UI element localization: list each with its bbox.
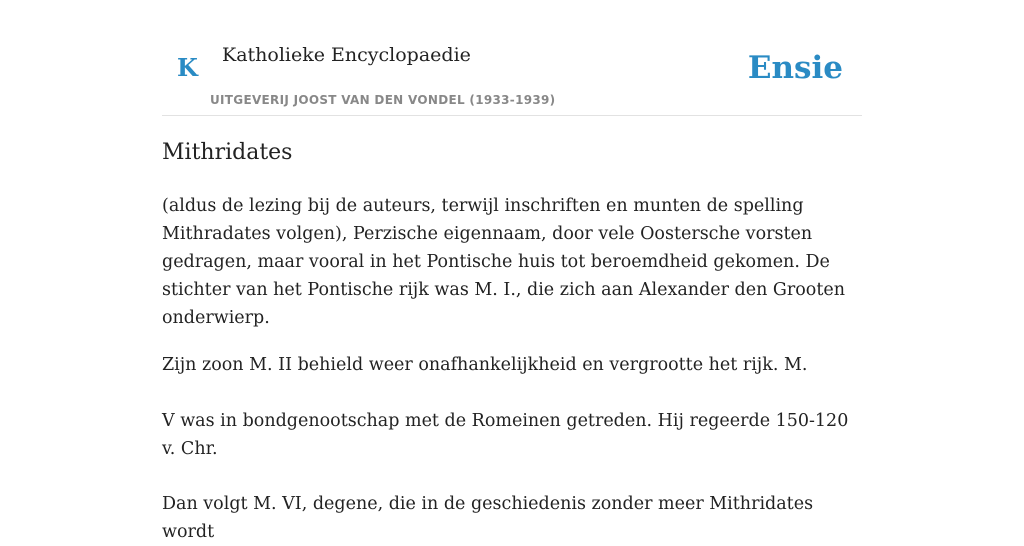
publication-title[interactable]: Katholieke Encyclopaedie	[222, 44, 471, 66]
article-paragraph: Zijn zoon M. II behield weer onafhankelijkheid en vergrootte het rijk. M.	[162, 355, 808, 375]
publication-header	[162, 0, 862, 116]
article-title: Mithridates	[162, 140, 293, 165]
article-paragraph: V was in bondgenootschap met de Romeinen getreden. Hij regeerde 150-120 v. Chr.	[162, 411, 849, 459]
article-paragraph: (aldus de lezing bij de auteurs, terwijl inschriften en munten de spelling Mithradates volgen), Perzische eigennaam, door vele Oostersche vorsten gedragen, maar vooral in het Pontische huis tot beroemdheid gekomen. De stichter van het Pontische rijk was M. I., die zich aan Alexander den Grooten onderwierp.	[162, 196, 845, 328]
ensie-logo[interactable]: Ensie	[747, 50, 843, 86]
article-paragraph: Dan volgt M. VI, degene, die in de geschiedenis zonder meer Mithridates wordt	[162, 494, 814, 542]
publisher-subtitle: UITGEVERIJ JOOST VAN DEN VONDEL (1933-1939)	[210, 93, 556, 107]
encyclopedia-logo[interactable]: K	[177, 53, 198, 82]
